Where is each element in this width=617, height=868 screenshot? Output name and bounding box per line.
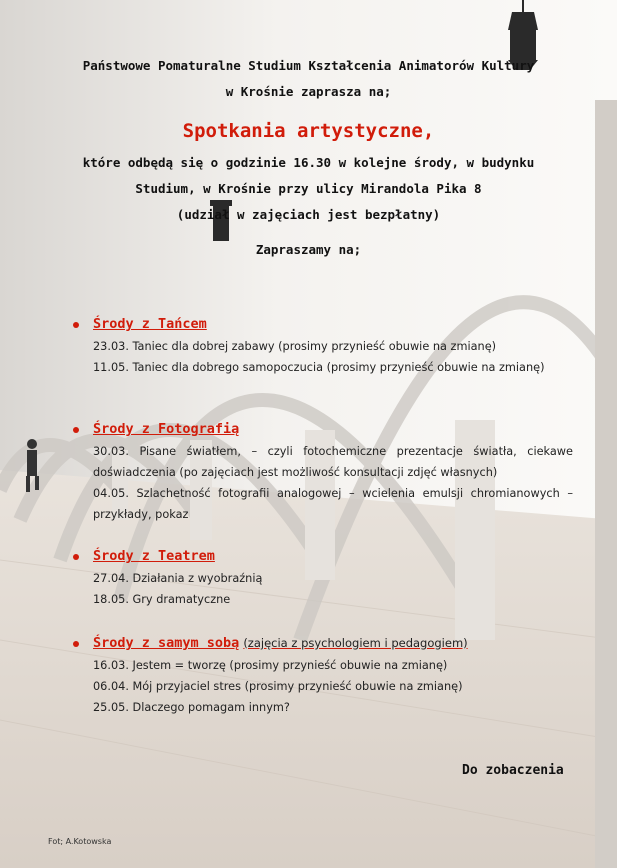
subtitle-line-1: które odbędą się o godzinie 16.30 w kolejne środy, w budynku <box>82 155 535 170</box>
event-line: 04.05. Szlachetność fotografii analogowej – wcielenia emulsji chromianowych – przykłady, pokaz <box>93 487 573 521</box>
event-line: 06.04. Mój przyjaciel stres (prosimy przynieść obuwie na zmianę) <box>93 680 463 693</box>
event-line: 25.05. Dlaczego pomagam innym? <box>93 701 290 714</box>
photo-credit: Fot; A.Kotowska <box>48 837 112 846</box>
section-photography <box>73 421 573 525</box>
bullet-icon <box>73 641 79 647</box>
bullet-icon <box>73 322 79 328</box>
section-title: Środy z Fotografią <box>93 421 240 437</box>
header-line-2: w Krośnie zaprasza na; <box>225 84 392 99</box>
event-line: 30.03. Pisane światłem, – czyli fotochemiczne prezentacje światła, ciekawe doświadczenia (po zajęciach jest możliwość konsultacji zdjęć własnych) <box>93 445 573 479</box>
subtitle-line-3: (udział w zajęciach jest bezpłatny) <box>176 207 441 222</box>
event-line: 11.05. Taniec dla dobrego samopoczucia (prosimy przynieść obuwie na zmianę) <box>93 361 545 374</box>
header-line-1: Państwowe Pomaturalne Studium Kształcenia Animatorów Kultury <box>82 58 535 73</box>
subtitle-line-2: Studium, w Krośnie przy ulicy Mirandola Pika 8 <box>135 181 482 196</box>
event-line: 23.03. Taniec dla dobrej zabawy (prosimy przynieść obuwie na zmianę) <box>93 340 497 353</box>
bullet-icon <box>73 554 79 560</box>
section-title: Środy z samym sobą <box>93 635 240 651</box>
section-note: (zajęcia z psychologiem i pedagogiem) <box>243 636 468 650</box>
event-line: 18.05. Gry dramatyczne <box>93 593 231 606</box>
section-dance <box>73 316 573 378</box>
closing-text: Do zobaczenia <box>462 763 564 778</box>
poster-title: Spotkania artystyczne, <box>182 120 435 142</box>
event-line: 27.04. Działania z wyobraźnią <box>93 572 263 585</box>
section-title: Środy z Teatrem <box>93 548 215 564</box>
event-line: 16.03. Jestem = tworzę (prosimy przynieść obuwie na zmianę) <box>93 659 448 672</box>
section-theatre <box>73 548 573 610</box>
invite-text: Zapraszamy na; <box>255 242 362 257</box>
section-title: Środy z Tańcem <box>93 316 207 332</box>
bullet-icon <box>73 427 79 433</box>
section-self <box>73 635 573 718</box>
